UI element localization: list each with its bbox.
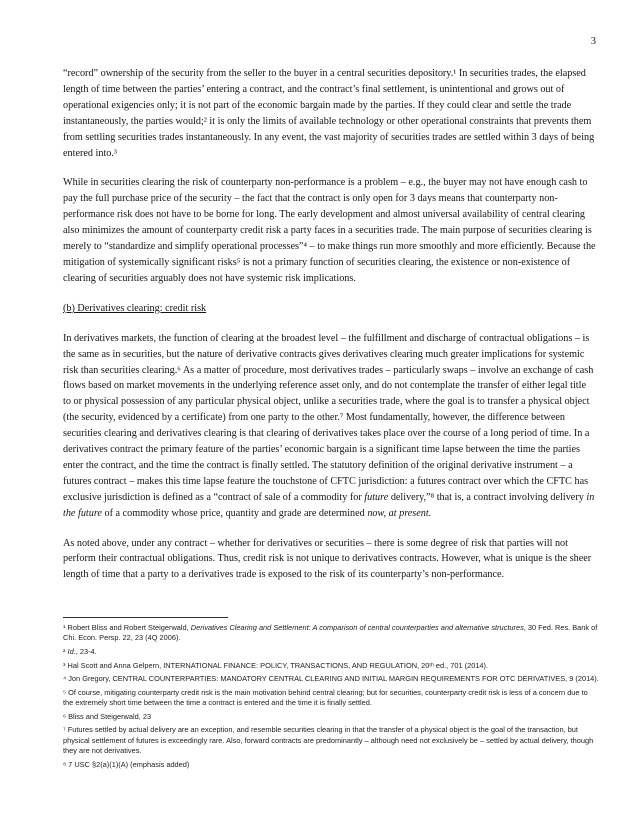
footnote-emphasis: Id bbox=[67, 647, 74, 656]
paragraph-securities-credit-risk: While in securities clearing the risk of counterparty non-performance is a problem – e.g., the buyer may not have enough cash to pay the full purchase price of the security – the fact that the contract is only open for 3 days means that counterparty non-performance risk does not have to be borne for long. The early development and almost universal availability of central clearing also minimizes the amount of counterparty credit risk a party faces in a securities trade. The main purpose of securities clearing is merely to “standardize and simplify operational processes”⁴ – to make things run more smoothly and more efficiently. Because the mitigation of systemically significant risks⁵ is not a primary function of securities clearing, the existence or non-existence of clearing of securities arguably does not have systemic risk implications. bbox=[63, 177, 596, 284]
page-number: 3 bbox=[590, 36, 596, 47]
footnote-divider bbox=[63, 617, 228, 618]
footnote-7: ⁷ Futures settled by actual delivery are an exception, and resemble securities clearing in that the transfer of a physical object is the goal of the transaction, but physical settlement of futures is exceedingly rare. Also, forward contracts are predominantly – although need not exclusively be – settled by actual delivery, though they are not derivatives. bbox=[63, 725, 594, 756]
footnote-text: ² bbox=[63, 647, 68, 656]
paragraph-settlement-timing: “record” ownership of the security from the seller to the buyer in a central securities depository.¹ In securities trades, the elapsed length of time between the parties’ entering a contract, and the contract’s final settlement, is unintentional and grows out of operational exigencies only; it is not part of the economic bargain made by the parties. If they could clear and settle the trade instantaneously, the parties would;² it is only the limits of available technology or other operational constraints that prevents them from settling securities trades instantaneously. In any event, the vast majority of securities trades are settled within 3 days of being entered into.³ bbox=[63, 68, 595, 159]
paragraph-derivatives-clearing bbox=[63, 331, 596, 522]
footnote-3: ³ Hal Scott and Anna Gelpern, INTERNATIONAL FINANCE: POLICY, TRANSACTIONS, AND REGULATION, 20ᵗʰ ed., 701 (2014). bbox=[63, 660, 489, 670]
emphasis-text: future bbox=[364, 491, 389, 503]
emphasis-text: in the future bbox=[63, 491, 595, 519]
footnote-2 bbox=[63, 647, 599, 657]
footnote-8: ⁸ 7 USC §2(a)(1)(A) (emphasis added) bbox=[63, 759, 190, 769]
emphasis-text: now, at present. bbox=[367, 507, 432, 519]
footnote-6: ⁶ Bliss and Steigerwald, 23 bbox=[63, 711, 152, 721]
paragraph-text: of a commodity whose price, quantity and grade are determined bbox=[101, 507, 368, 519]
footnote-5: ⁵ Of course, mitigating counterparty credit risk is the main motivation behind central clearing; but for securities, counterparty credit risk is less of a concern due to the extremely short time between the time a contract is entered and the time it is finally settled. bbox=[63, 687, 588, 708]
body-text bbox=[63, 66, 596, 597]
paragraph-text: delivery,”⁸ that is, a contract involving delivery bbox=[388, 491, 587, 503]
footnote-text: , 30 Fed. Res. Bank of Chi. Econ. Persp. 22, 23 (4Q 2006). bbox=[63, 623, 598, 643]
footnote-text: ., 23-4. bbox=[73, 647, 97, 656]
footnote-1 bbox=[63, 623, 599, 644]
footnote-emphasis: Derivatives Clearing and Settlement: A comparison of central counterparties and alternative structures bbox=[190, 623, 524, 632]
footnotes bbox=[63, 623, 599, 773]
paragraph-credit-risk-exposure: As noted above, under any contract – whether for derivatives or securities – there is some degree of risk that parties will not perform their contractual obligations. Thus, credit risk is not unique to derivatives contracts. However, what is unique is the sheer length of time that a party to a derivatives trade is exposed to the risk of its counterparty’s non-performance. bbox=[63, 537, 592, 581]
footnote-text: ¹ Robert Bliss and Robert Steigerwald, bbox=[63, 623, 191, 632]
footnote-4: ⁴ Jon Gregory, CENTRAL COUNTERPARTIES: MANDATORY CENTRAL CLEARING AND INITIAL MARGIN REQUIREMENTS FOR OTC DERIVATIVES, 9 (2014). bbox=[63, 674, 599, 684]
paragraph-text: In derivatives markets, the function of clearing at the broadest level – the fulfillment and discharge of contractual obligations – is the same as in securities, but the nature of derivative contracts gives derivatives clearing much greater implications for systemic risk than securities clearing.⁶ As a matter of procedure, most derivatives trades – particularly swaps – involve an exchange of cash flows based on market movements in the underlying reference asset only, and do not contemplate the transfer of either legal title to or physical possession of any particular physical object, unlike a securities trade, where the goal is to transfer a physical object (the security, evidenced by a certificate) from one party to the other.⁷ Most fundamentally, however, the difference between securities clearing and derivatives clearing is that clearing of derivatives takes place over the course of a long period of time. In a derivatives contract the primary feature of the parties’ economic bargain is a significant time lapse between the time the parties enter the contract, and the time the contract is finally settled. The statutory definition of the original derivative instrument – a futures contract – makes this time lapse feature the touchstone of CFTC jurisdiction: a futures contract over which the CFTC has exclusive jurisdiction is defined as a “contract of sale of a commodity for bbox=[63, 332, 594, 503]
section-heading-derivatives-clearing: (b) Derivatives clearing: credit risk bbox=[63, 302, 207, 314]
